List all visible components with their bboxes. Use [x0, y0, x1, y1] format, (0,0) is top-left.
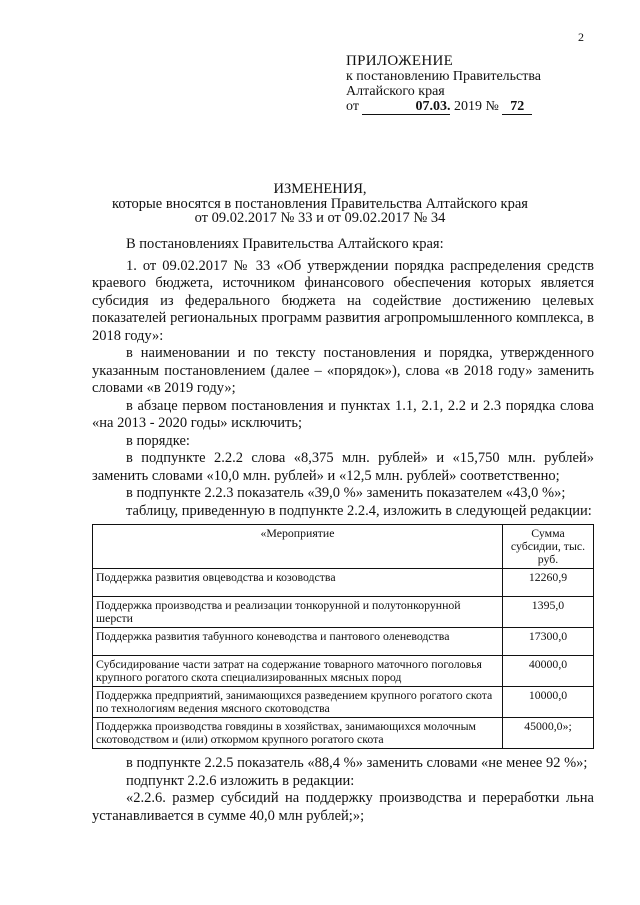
date-value: 07.03.	[362, 99, 450, 115]
table-row	[93, 597, 594, 628]
year-label: 2019 №	[453, 99, 499, 114]
title-line-1: ИЗМЕНЕНИЯ,	[273, 181, 367, 197]
intro-paragraph: В постановлениях Правительства Алтайского края:	[126, 236, 444, 252]
table-row	[93, 718, 594, 749]
row-sum: 45000,0»;	[503, 718, 594, 749]
row-sum: 1395,0	[503, 597, 594, 628]
row-name: Поддержка производства говядины в хозяйствах, занимающихся молочным скотоводством и (или) откормом крупного рогатого скота	[93, 718, 503, 749]
paragraph-10: «2.2.6. размер субсидий на поддержку производства и переработки льна устанавливается в сумме 40,0 млн рублей;»;	[92, 790, 594, 824]
table-row	[93, 687, 594, 718]
subsidy-table	[92, 524, 594, 749]
paragraph-8: в подпункте 2.2.5 показатель «88,4 %» заменить словами «не менее 92 %»;	[126, 755, 588, 771]
paragraph-1: 1. от 09.02.2017 № 33 «Об утверждении порядка распределения средств краевого бюджета, источником финансового обеспечения которых является субсидия из федерального бюджета на содействие достижению целевых показателей региональных программ развития агропромышленного комплекса, в 2018 году»:	[92, 257, 594, 344]
table-header-row	[93, 525, 594, 569]
row-name: Субсидирование части затрат на содержание товарного маточного поголовья крупного рогатого скота специализированных мясных пород	[93, 656, 503, 687]
document-title	[0, 182, 640, 226]
header-sum: Сумма субсидии, тыс. руб.	[503, 525, 594, 569]
table-row	[93, 656, 594, 687]
appendix-heading: ПРИЛОЖЕНИЕ	[346, 53, 454, 69]
appendix-header	[346, 54, 541, 115]
row-sum: 17300,0	[503, 628, 594, 656]
header-event: «Мероприятие	[93, 525, 503, 569]
row-sum: 10000,0	[503, 687, 594, 718]
row-sum: 12260,9	[503, 569, 594, 597]
table-row	[93, 569, 594, 597]
appendix-line-1: к постановлению Правительства	[346, 69, 542, 84]
date-prefix: от	[346, 99, 359, 114]
paragraph-9: подпункт 2.2.6 изложить в редакции:	[126, 772, 355, 789]
row-sum: 40000,0	[503, 656, 594, 687]
page-number: 2	[578, 30, 584, 44]
row-name: Поддержка предприятий, занимающихся разведением крупного рогатого скота по технологиям ведения мясного скотоводства	[93, 687, 503, 718]
paragraph-2: в наименовании и по тексту постановления и порядка, утвержденного указанным постановлением (далее – «порядок»), слова «в 2018 году» заменить словами «в 2019 году»;	[92, 345, 594, 396]
paragraph-6: в подпункте 2.2.3 показатель «39,0 %» заменить показателем «43,0 %»;	[126, 485, 566, 501]
paragraph-7: таблицу, приведенную в подпункте 2.2.4, изложить в следующей редакции:	[126, 502, 592, 519]
row-name: Поддержка развития овцеводства и козоводства	[93, 569, 503, 597]
document-body	[92, 236, 594, 825]
table-row	[93, 628, 594, 656]
appendix-line-2: Алтайского края	[346, 84, 445, 99]
title-line-3: от 09.02.2017 № 33 и от 09.02.2017 № 34	[194, 210, 446, 226]
decree-number: 72	[502, 99, 532, 115]
paragraph-5: в подпункте 2.2.2 слова «8,375 млн. рублей» и «15,750 млн. рублей» заменить словами «10,0 млн. рублей» и «12,5 млн. рублей» соответственно;	[92, 450, 594, 484]
row-name: Поддержка производства и реализации тонкорунной и полутонкорунной шерсти	[93, 597, 503, 628]
row-name: Поддержка развития табунного коневодства и пантового оленеводства	[93, 628, 503, 656]
title-line-2: которые вносятся в постановления Правительства Алтайского края	[112, 195, 528, 212]
appendix-date-line	[346, 99, 541, 115]
paragraph-3: в абзаце первом постановления и пунктах 1.1, 2.1, 2.2 и 2.3 порядка слова «на 2013 - 2020 годы» исключить;	[92, 397, 594, 431]
paragraph-4: в порядке:	[126, 432, 190, 449]
